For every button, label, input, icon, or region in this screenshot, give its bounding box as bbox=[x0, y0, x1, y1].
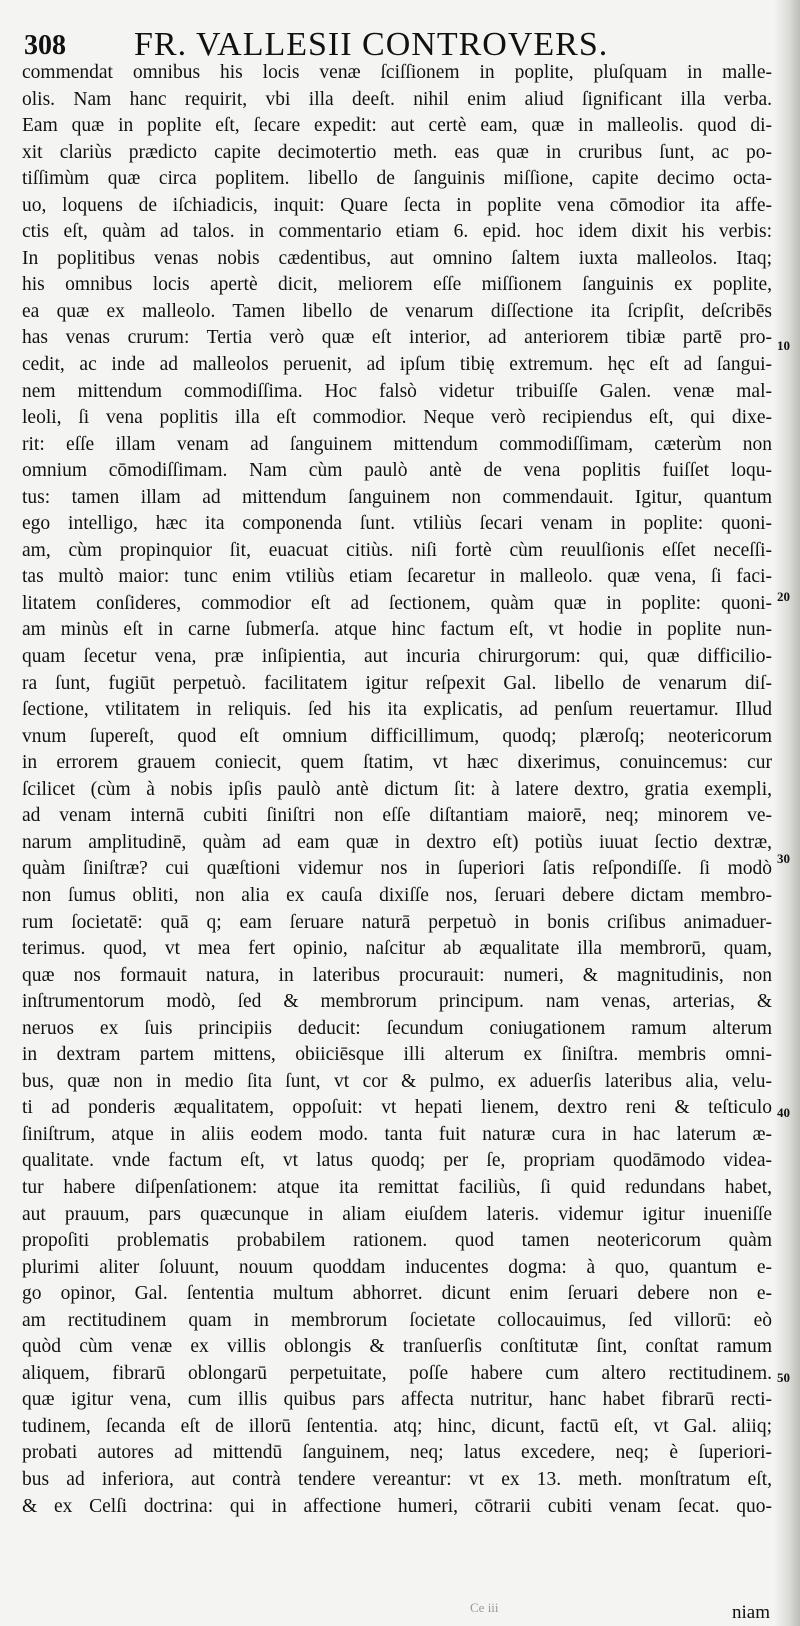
margin-line-number: 50 bbox=[777, 1370, 790, 1385]
text-line: uo, loquens de iſchiadicis, inquit: Quare ſecta in poplite vena cōmodior ita affe- bbox=[22, 194, 772, 216]
text-line: tur habere diſpenſationem: atque ita remittat faciliùs, ſi quid redundans habet, bbox=[22, 1176, 772, 1198]
text-line: rit: eſſe illam venam ad ſanguinem mittendum commodiſſimam, cæterùm non bbox=[22, 433, 772, 455]
text-body bbox=[22, 60, 772, 1520]
text-line: commendat omnibus his locis venæ ſciſſionem in poplite, pluſquam in malle- bbox=[22, 62, 772, 83]
text-line: quæ igitur vena, cum illis quibus pars affecta nutritur, hanc habet fibrarū recti- bbox=[22, 1389, 772, 1411]
text-line: bus, quæ non in medio ſita ſunt, vt cor & pulmo, ex aduerſis lateribus alia, velu- bbox=[22, 1070, 772, 1092]
text-line: aliquem, fibrarū oblongarū perpetuitate, poſſe habere cum altero rectitudinem. bbox=[22, 1362, 772, 1384]
text-line: non ſumus obliti, non alia ex cauſa dixiſſe nos, ſeruari debere dictam membro- bbox=[22, 884, 772, 906]
text-line: olis. Nam hanc requirit, vbi illa deeſt. nihil enim aliud ſignificant illa verba. bbox=[22, 88, 772, 110]
text-line: tus: tamen illam ad mittendum ſanguinem non commendauit. Igitur, quantum bbox=[22, 486, 772, 508]
margin-line-number: 40 bbox=[777, 1105, 790, 1120]
text-line: quòd cùm venæ ex villis oblongis & tranſuerſis conſtitutæ ſint, conſtat ramum bbox=[22, 1336, 772, 1358]
text-line: ti ad ponderis æqualitatem, oppoſuit: vt hepati lienem, dextro reni & teſticulo bbox=[22, 1097, 772, 1119]
text-line: omnium cōmodiſſimam. Nam cùm paulò antè de vena poplitis fuiſſet loqu- bbox=[22, 460, 772, 482]
text-line: quàm ſiniſtræ? cui quæſtioni videmur nos in ſuperiori ſatis reſpondiſſe. ſi modò bbox=[22, 858, 772, 880]
text-line: qualitate. vnde factum eſt, vt latus quodq; per ſe, propriam quodāmodo videa- bbox=[22, 1150, 772, 1172]
text-line: bus ad inferiora, aut contrà tendere vereantur: vt ex 13. meth. monſtratum eſt, bbox=[22, 1468, 772, 1490]
text-line: inſtrumentorum modò, ſed & membrorum principum. nam venas, arterias, & bbox=[22, 991, 772, 1013]
text-line: ea quæ ex malleolo. Tamen libello de venarum diſſectione ita ſcripſit, deſcribēs bbox=[22, 300, 772, 322]
text-line: litatem conſideres, commodior eſt ad ſectionem, quàm quæ in poplite: quoni- bbox=[22, 592, 772, 614]
text-line: ad venam internā cubiti ſiniſtri non eſſe diſtantiam maiorē, neq; minorem ve- bbox=[22, 805, 772, 827]
text-line: tiſſimùm quæ circa poplitem. libello de ſanguinis miſſione, capite decimo octa- bbox=[22, 168, 772, 190]
text-line: ſcilicet (cùm à nobis ipſis paulò antè dictum ſit: à latere dextro, gratia exempli, bbox=[22, 778, 772, 800]
text-line: rum ſocietatē: quā q; eam ſeruare naturā perpetuò in bonis criſibus animaduer- bbox=[22, 911, 772, 933]
text-line: cedit, ac inde ad malleolos peruenit, ad ipſum tibię extremum. hęc eſt ad ſangui- bbox=[22, 354, 772, 376]
running-head: FR. VALLESII CONTROVERS. bbox=[134, 26, 609, 63]
text-line: quam ſecetur vena, præ inſipientia, aut incuria chirurgorum: qui, quæ difficilio- bbox=[22, 646, 772, 668]
text-line: am minùs eſt in carne ſubmerſa. atque hinc factum eſt, vt hodie in poplite nun- bbox=[22, 619, 772, 641]
text-line: propoſiti problematis probabilem rationem. quod tamen neotericorum quàm bbox=[22, 1230, 772, 1252]
text-line: Eam quæ in poplite eſt, ſecare expedit: aut certè eam, quæ in malleolis. quod di- bbox=[22, 115, 772, 137]
page-number: 308 bbox=[24, 30, 66, 61]
margin-line-number: 20 bbox=[777, 589, 790, 604]
text-line: am, cùm propinquior ſit, euacuat citiùs. niſi fortè cùm reuulſionis eſſet neceſſi- bbox=[22, 539, 772, 561]
text-line: & ex Celſi doctrina: qui in affectione humeri, cōtrarii cubiti venam ſecat. quo- bbox=[22, 1495, 772, 1517]
text-line: terimus. quod, vt mea fert opinio, naſcitur ab æqualitate illa membrorū, quam, bbox=[22, 938, 772, 960]
text-line: vnum ſupereſt, quod eſt omnium difficillimum, quodq; plæroſq; neotericorum bbox=[22, 725, 772, 747]
text-line: has venas crurum: Tertia verò quæ eſt interior, ad anteriorem tibiæ partē pro- bbox=[22, 327, 772, 349]
margin-line-number: 30 bbox=[777, 851, 790, 866]
text-line: aut prauum, pars quæcunque in aliam eiuſdem lateris. videmur igitur inueniſſe bbox=[22, 1203, 772, 1225]
text-line: ctis eſt, quàm ad talos. in commentario etiam 6. epid. hoc idem dixit his verbis: bbox=[22, 221, 772, 243]
page-header bbox=[24, 12, 764, 64]
text-line: plurimi aliter ſoluunt, nouum quoddam inducentes dogma: à quo, quantum e- bbox=[22, 1256, 772, 1278]
text-line: In poplitibus venas nobis cædentibus, aut omnino ſaltem iuxta malleolos. Itaq; bbox=[22, 247, 772, 269]
text-line: ſiniſtrum, atque in aliis eodem modo. tanta fuit naturæ cura in hac laterum æ- bbox=[22, 1123, 772, 1145]
text-line: in dextram partem mittens, obiiciēsque illi alterum ex ſiniſtra. membris omni- bbox=[22, 1044, 772, 1066]
text-line: am rectitudinem quam in membrorum ſocietate collocauimus, ſed villorū: eò bbox=[22, 1309, 772, 1331]
catchword: niam bbox=[732, 1602, 770, 1623]
text-line: in errorem grauem coniecit, quem ſtatim, vt hæc dixerimus, conuincemus: cur bbox=[22, 752, 772, 774]
text-line: go opinor, Gal. ſententia multum abhorret. dicunt enim ſeruari debere non e- bbox=[22, 1283, 772, 1305]
signature-mark: Ce iii bbox=[470, 1600, 499, 1615]
text-line: nem mittendum commodiſſima. Hoc falsò videtur tribuiſſe Galen. venæ mal- bbox=[22, 380, 772, 402]
text-line: xit clariùs prædicto capite decimotertio meth. eas quæ in cruribus ſunt, ac po- bbox=[22, 141, 772, 163]
text-line: his omnibus locis apertè dicit, meliorem eſſe miſſionem ſanguinis ex poplite, bbox=[22, 274, 772, 296]
margin-line-number: 10 bbox=[777, 338, 790, 353]
text-line: neruos ex ſuis principiis deducit: ſecundum coniugationem ramum alterum bbox=[22, 1017, 772, 1039]
text-line: probati autores ad mittendū ſanguinem, neq; latus excedere, neq; è ſuperiori- bbox=[22, 1442, 772, 1464]
text-line: leoli, ſi vena poplitis illa eſt commodior. Neque verò recipiendus eſt, qui dixe- bbox=[22, 407, 772, 429]
text-line: ego intelligo, hæc ita componenda ſunt. vtiliùs ſecari venam in poplite: quoni- bbox=[22, 513, 772, 535]
text-line: narum amplitudinē, quàm ad eam quæ in dextro eſt) potiùs iuuat ſectio dextræ, bbox=[22, 831, 772, 853]
text-line: quæ nos formauit natura, in lateribus procurauit: numeri, & magnitudinis, non bbox=[22, 964, 772, 986]
text-line: tudinem, ſecanda eſt de illorū ſententia. atq; hinc, dicunt, factū eſt, vt Gal. aliiq; bbox=[22, 1415, 772, 1437]
text-line: ra ſunt, fugiūt perpetuò. facilitatem igitur reſpexit Gal. libello de venarum diſ- bbox=[22, 672, 772, 694]
text-line: tas multò maior: tunc enim vtiliùs etiam ſecaretur in malleolo. quæ vena, ſi faci- bbox=[22, 566, 772, 588]
text-line: ſectione, vtilitatem in reliquis. ſed his ita explicatis, ad penſum reuertamur. Illud bbox=[22, 699, 772, 721]
